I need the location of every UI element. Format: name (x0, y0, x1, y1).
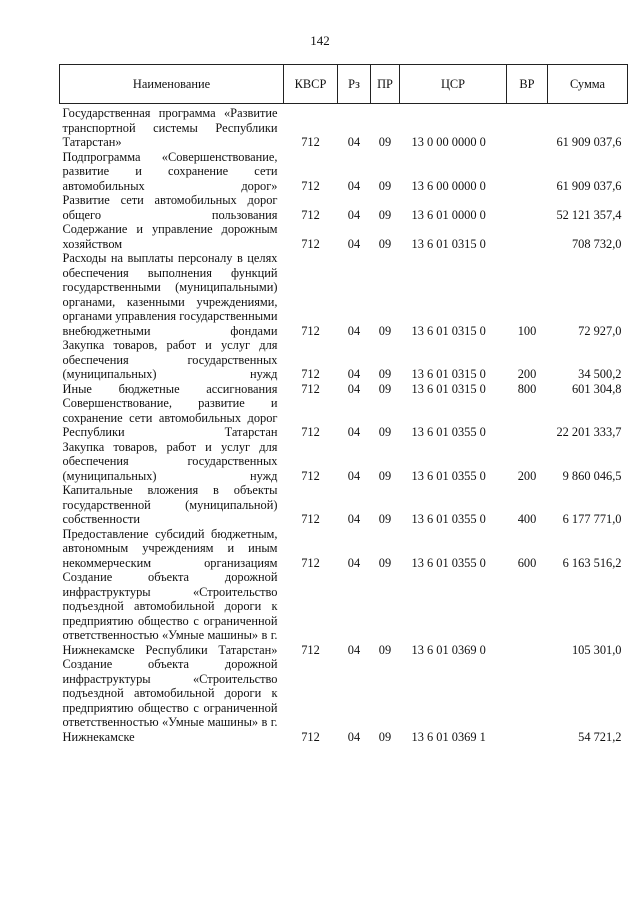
row-sum: 6 177 771,0 (562, 512, 622, 526)
row-name: Создание объекта дорожной инфраструктуры «Строительство подъездной автомобильной дороги к предприятию общество с ограниченной ответственностью «Умные машины» в г. Нижнекамске (62, 657, 278, 744)
row-csr: 13 6 01 0315 0 (411, 367, 486, 381)
row-vr (507, 104, 548, 150)
row-name: Закупка товаров, работ и услуг для обеспечения государственных (муниципальных) нужд (62, 338, 278, 381)
row-vr: 100 (517, 323, 537, 338)
row-rz: 04 (347, 468, 361, 483)
row-rz: 04 (347, 381, 361, 396)
page-number: 142 (310, 33, 330, 48)
row-name: Государственная программа «Развитие транспортной системы Республики Татарстан» (62, 106, 278, 149)
row-kvsr: 712 (301, 642, 320, 657)
row-name: Подпрограмма «Совершенствование, развитие и сохранение сети автомобильных дорог» (62, 149, 278, 193)
row-sum: 9 860 046,5 (562, 468, 622, 483)
row-kvsr: 712 (301, 425, 320, 439)
row-pr: 09 (378, 468, 392, 483)
row-csr: 13 0 00 0000 0 (411, 135, 486, 149)
row-csr: 13 6 01 0355 0 (411, 425, 486, 439)
budget-table (59, 64, 628, 744)
row-name: Создание объекта дорожной инфраструктуры «Строительство подъездной автомобильной дороги к предприятию общество с ограниченной ответственностью «Умные машины» в г. Нижнекамске Республики Татарстан» (62, 570, 278, 657)
row-vr: 400 (517, 512, 537, 526)
row-vr (507, 222, 548, 251)
row-sum: 708 732,0 (571, 236, 622, 251)
row-sum: 22 201 333,7 (556, 425, 622, 439)
row-pr: 09 (378, 642, 392, 657)
table-row (60, 104, 628, 150)
row-rz: 04 (347, 135, 361, 149)
row-sum: 61 909 037,6 (556, 135, 622, 149)
table-row (60, 440, 628, 484)
row-rz: 04 (347, 425, 361, 439)
row-pr: 09 (378, 135, 392, 149)
row-pr: 09 (378, 425, 392, 439)
row-kvsr: 712 (301, 135, 320, 149)
row-pr: 09 (378, 729, 392, 744)
table-row (60, 527, 628, 571)
row-rz: 04 (347, 555, 361, 570)
row-sum: 72 927,0 (578, 323, 622, 338)
row-vr (507, 396, 548, 440)
row-sum: 34 500,2 (578, 367, 622, 381)
row-csr: 13 6 01 0315 0 (411, 236, 486, 251)
row-pr: 09 (378, 207, 392, 222)
row-vr (507, 150, 548, 194)
row-rz: 04 (347, 367, 361, 381)
row-rz: 04 (347, 323, 361, 338)
table-row (60, 382, 628, 397)
row-kvsr: 712 (301, 323, 320, 338)
row-name: Иные бюджетные ассигнования (62, 381, 278, 396)
row-sum: 601 304,8 (571, 381, 622, 396)
table-row (60, 193, 628, 222)
header-kvsr: КВСР (284, 65, 338, 104)
row-kvsr: 712 (301, 555, 320, 570)
row-kvsr: 712 (301, 729, 320, 744)
row-csr: 13 6 01 0369 1 (411, 729, 486, 744)
row-name: Совершенствование, развитие и сохранение сети автомобильных дорог Республики Татарстан (62, 396, 278, 439)
header-pr: ПР (371, 65, 400, 104)
row-pr: 09 (378, 178, 392, 193)
row-csr: 13 6 01 0315 0 (411, 323, 486, 338)
row-rz: 04 (347, 642, 361, 657)
row-name: Закупка товаров, работ и услуг для обеспечения государственных (муниципальных) нужд (62, 439, 278, 483)
table-row (60, 338, 628, 382)
row-vr (507, 193, 548, 222)
row-name: Расходы на выплаты персоналу в целях обеспечения выполнения функций государственными (муниципальными) органами, казенными учреждениями, органами управления государственными внебюджетными фондами (62, 251, 278, 338)
row-rz: 04 (347, 178, 361, 193)
row-csr: 13 6 01 0355 0 (411, 555, 486, 570)
table-row (60, 150, 628, 194)
row-sum: 61 909 037,6 (556, 178, 622, 193)
table-row (60, 483, 628, 527)
row-kvsr: 712 (301, 468, 320, 483)
row-csr: 13 6 01 0000 0 (411, 207, 486, 222)
row-sum: 105 301,0 (571, 642, 622, 657)
row-pr: 09 (378, 381, 392, 396)
table-row (60, 251, 628, 338)
table-row (60, 222, 628, 251)
row-csr: 13 6 01 0355 0 (411, 512, 486, 526)
row-kvsr: 712 (301, 236, 320, 251)
row-pr: 09 (378, 555, 392, 570)
row-pr: 09 (378, 323, 392, 338)
row-rz: 04 (347, 729, 361, 744)
table-row (60, 570, 628, 657)
row-rz: 04 (347, 236, 361, 251)
header-name: Наименование (60, 65, 284, 104)
row-name: Капитальные вложения в объекты государственной (муниципальной) собственности (62, 483, 278, 526)
table-row (60, 657, 628, 744)
row-sum: 54 721,2 (578, 729, 622, 744)
row-kvsr: 712 (301, 381, 320, 396)
row-sum: 6 163 516,2 (562, 555, 622, 570)
row-pr: 09 (378, 367, 392, 381)
header-vr: ВР (507, 65, 548, 104)
row-csr: 13 6 01 0355 0 (411, 468, 486, 483)
row-name: Содержание и управление дорожным хозяйством (62, 222, 278, 251)
row-vr (507, 570, 548, 657)
header-rz: Рз (338, 65, 371, 104)
table-header-row (60, 65, 628, 104)
row-csr: 13 6 01 0369 0 (411, 642, 486, 657)
row-vr: 200 (517, 468, 537, 483)
header-sum: Сумма (548, 65, 628, 104)
row-sum: 52 121 357,4 (556, 207, 622, 222)
row-csr: 13 6 00 0000 0 (411, 178, 486, 193)
row-rz: 04 (347, 207, 361, 222)
row-vr: 200 (517, 367, 537, 381)
row-csr: 13 6 01 0315 0 (411, 381, 486, 396)
row-vr (507, 657, 548, 744)
row-name: Развитие сети автомобильных дорог общего пользования (62, 193, 278, 222)
header-csr: ЦСР (400, 65, 507, 104)
row-vr: 600 (517, 555, 537, 570)
row-kvsr: 712 (301, 367, 320, 381)
row-kvsr: 712 (301, 512, 320, 526)
table-row (60, 396, 628, 440)
row-kvsr: 712 (301, 207, 320, 222)
row-name: Предоставление субсидий бюджетным, автономным учреждениям и иным некоммерческим организациям (62, 526, 278, 570)
row-rz: 04 (347, 512, 361, 526)
row-kvsr: 712 (301, 178, 320, 193)
row-pr: 09 (378, 512, 392, 526)
row-vr: 800 (517, 381, 537, 396)
row-pr: 09 (378, 236, 392, 251)
